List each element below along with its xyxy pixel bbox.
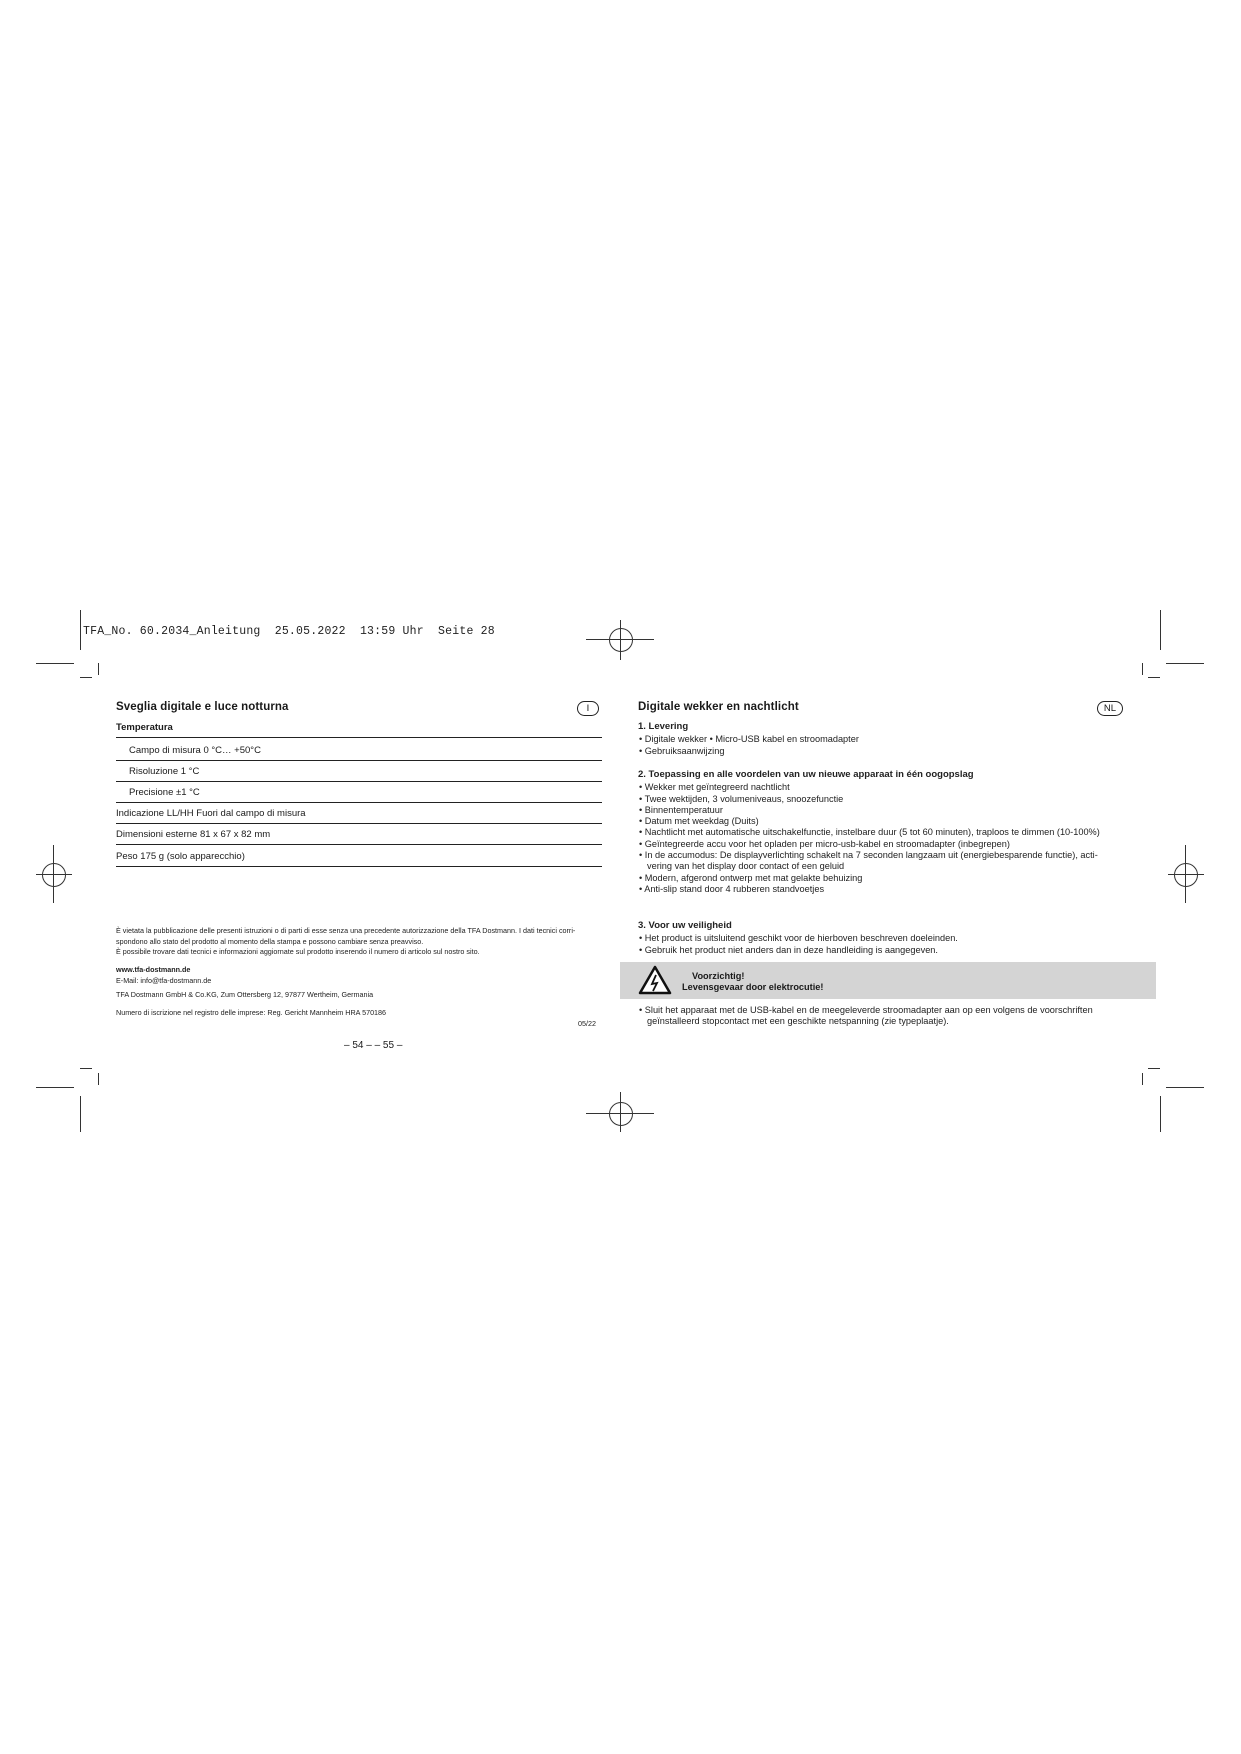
warning-text: Levensgevaar door elektrocutie! [682, 981, 824, 992]
registration-mark-top [609, 628, 633, 652]
language-badge-nl: NL [1097, 701, 1123, 716]
list-item: • Modern, afgerond ontwerp met mat gelakte behuizing [638, 873, 1118, 884]
warning-box [620, 962, 1156, 999]
legal-notice: È vietata la pubblicazione delle presenti istruzioni o di parti di esse senza una precedente autorizzazione della TFA Dostmann. I dati tecnici corri- spondono allo stato del prodotto al momento della stampa e possono cambiare senza preavviso. È possibile trovare dati tecnici e informazioni aggiornate sul prodotto inserendo il numero di articolo sul nostro sito. [116, 926, 576, 956]
registration-mark-left [42, 863, 66, 887]
company-register: Numero di iscrizione nel registro delle imprese: Reg. Gericht Mannheim HRA 570186 [116, 1008, 387, 1017]
section-connection [638, 1005, 1118, 1028]
list-item: • Nachtlicht met automatische uitschakelfunctie, instelbare duur (5 tot 60 minuten), traploos te dimmen (10-100%) [638, 827, 1118, 838]
language-badge-it: I [577, 701, 599, 716]
registration-mark-right [1174, 863, 1198, 887]
spec-row: Peso 175 g (solo apparecchio) [116, 846, 602, 867]
list-item: • Gebruik het product niet anders dan in deze handleiding is aangegeven. [638, 945, 1158, 956]
section-safety [638, 920, 1158, 956]
list-item: • Twee wektijden, 3 volumeniveaus, snoozefunctie [638, 794, 1118, 805]
list-item: • Datum met weekdag (Duits) [638, 816, 1118, 827]
list-item: • Binnentemperatuur [638, 805, 1118, 816]
list-item: • Digitale wekker • Micro-USB kabel en stroomadapter [638, 734, 1158, 745]
print-slug: TFA_No. 60.2034_Anleitung 25.05.2022 13:59 Uhr Seite 28 [83, 625, 495, 638]
list-item: • In de accumodus: De displayverlichting schakelt na 7 seconden langzaam uit (energiebesparende functie), acti- vering van het display door contact of een geluid [638, 850, 1118, 873]
page-title-nl: Digitale wekker en nachtlicht [638, 701, 799, 713]
version-code: 05/22 [578, 1019, 596, 1028]
spec-row: Indicazione LL/HH Fuori dal campo di misura [116, 803, 602, 824]
list-item: • Wekker met geïntegreerd nachtlicht [638, 782, 1118, 793]
registration-mark-bottom [609, 1102, 633, 1126]
spec-row: Dimensioni esterne 81 x 67 x 82 mm [116, 824, 602, 845]
spec-row: Campo di misura 0 °C… +50°C [116, 740, 602, 761]
company-address: TFA Dostmann GmbH & Co.KG, Zum Ottersberg 12, 97877 Wertheim, Germania [116, 990, 374, 999]
warning-triangle-icon [638, 965, 672, 995]
spec-row: Risoluzione 1 °C [116, 761, 602, 782]
page-title-it: Sveglia digitale e luce notturna [116, 701, 289, 713]
warning-title: Voorzichtig! [692, 971, 745, 981]
contact-block [116, 965, 211, 986]
email-line[interactable]: E-Mail: info@tfa-dostmann.de [116, 975, 212, 985]
section-heading: 1. Levering [638, 721, 689, 732]
section-features [638, 769, 1118, 895]
section-delivery [638, 721, 1158, 757]
spec-table-header: Temperatura [116, 722, 602, 738]
list-item: • Anti-slip stand door 4 rubberen standvoetjes [638, 884, 1118, 895]
page-numbers: – 54 – – 55 – [344, 1040, 403, 1051]
website-link[interactable]: www.tfa-dostmann.de [116, 965, 191, 974]
section-heading: 3. Voor uw veiligheid [638, 920, 732, 931]
list-item: • Gebruiksaanwijzing [638, 746, 1158, 757]
list-item: • Het product is uitsluitend geschikt voor de hierboven beschreven doeleinden. [638, 933, 1158, 944]
list-item: • Sluit het apparaat met de USB-kabel en de meegeleverde stroomadapter aan op een volgens de voorschriften geïnstalleerd stopcontact met een geschikte netspanning (zie typeplaatje). [638, 1005, 1118, 1028]
list-item: • Geïntegreerde accu voor het opladen per micro-usb-kabel en stroomadapter (inbegrepen) [638, 839, 1118, 850]
spec-row: Precisione ±1 °C [116, 782, 602, 803]
section-heading: 2. Toepassing en alle voordelen van uw nieuwe apparaat in één oogopslag [638, 769, 974, 780]
